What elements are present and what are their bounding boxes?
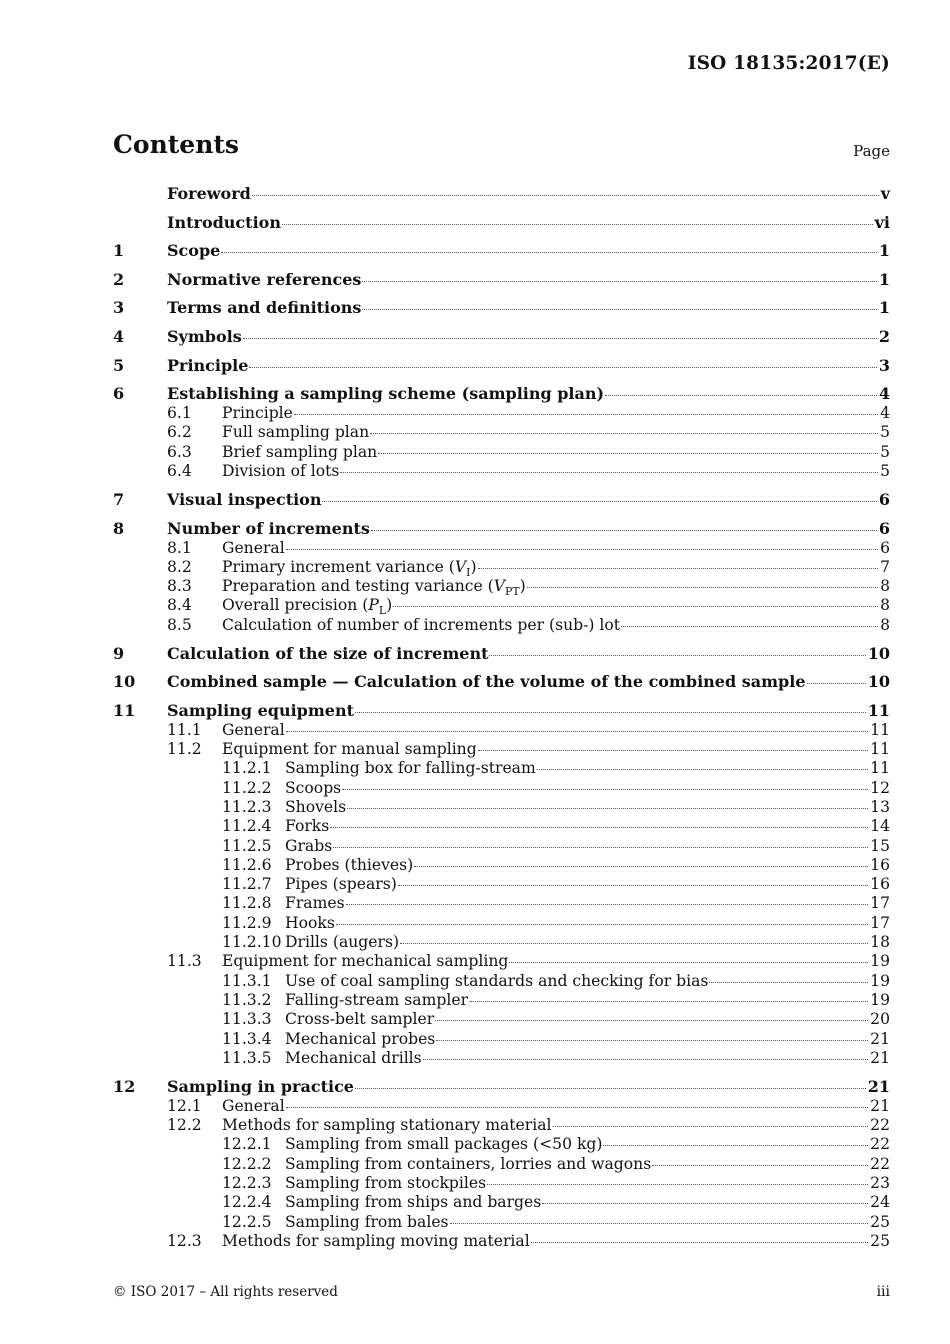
toc-entry-number: 11.2.8	[222, 894, 272, 913]
toc-dot-leader	[330, 827, 868, 828]
toc-entry-page: 17	[870, 894, 890, 913]
toc-entry-title: Use of coal sampling standards and checking for bias	[285, 971, 709, 990]
toc-entry-title: Establishing a sampling scheme (sampling plan)	[167, 384, 605, 404]
toc-entry-title: Principle	[167, 355, 249, 375]
toc-entry-title: General	[222, 538, 285, 557]
toc-entry-title: Scope	[167, 241, 221, 261]
toc-entry[interactable]	[113, 1116, 890, 1135]
toc-entry[interactable]	[113, 423, 890, 442]
toc-entry[interactable]	[113, 817, 890, 836]
toc-entry-title: Falling-stream sampler	[285, 990, 469, 1009]
toc-entry-number: 6.4	[167, 462, 192, 481]
toc-entry-page: 6	[880, 538, 890, 557]
toc-entry[interactable]	[113, 1049, 890, 1068]
toc-entry-title-text: Overall precision (P	[222, 596, 379, 615]
toc-entry-page: 10	[867, 643, 890, 663]
toc-entry-number: 12.2.3	[222, 1173, 272, 1192]
toc-entry-page: 22	[870, 1135, 890, 1154]
toc-dot-leader	[398, 885, 868, 886]
toc-entry-number: 11.3.5	[222, 1048, 272, 1067]
toc-entry-number: 11.3.1	[222, 971, 272, 990]
toc-entry-number: 8.2	[167, 557, 192, 576]
toc-entry-page: 5	[880, 423, 890, 442]
toc-entry[interactable]	[113, 798, 890, 817]
toc-entry-page: 7	[880, 557, 890, 576]
toc-dot-leader	[450, 1223, 869, 1224]
toc-entry-page: 21	[870, 1096, 890, 1115]
toc-entry-page: 23	[870, 1173, 890, 1192]
toc-dot-leader	[435, 1020, 868, 1021]
toc-entry-number: 9	[113, 643, 125, 663]
toc-entry-title: Hooks	[285, 913, 335, 932]
toc-entry-title: Methods for sampling moving material	[222, 1231, 530, 1250]
toc-dot-leader	[346, 904, 869, 905]
toc-entry[interactable]	[113, 672, 890, 692]
toc-entry-title: Calculation of the size of increment	[167, 643, 489, 663]
toc-entry-number: 6.3	[167, 442, 192, 461]
toc-dot-leader	[355, 1088, 866, 1089]
toc-dot-leader	[336, 924, 868, 925]
toc-entry-page: 3	[878, 355, 890, 375]
toc-dot-leader	[527, 587, 878, 588]
toc-entry[interactable]	[113, 721, 890, 740]
toc-entry-title: Forks	[285, 817, 330, 836]
toc-dot-leader	[282, 224, 873, 225]
toc-entry-page: 22	[870, 1116, 890, 1135]
toc-dot-leader	[469, 1001, 868, 1002]
toc-entry-number: 11.2.1	[222, 759, 272, 778]
toc-entry-number: 11.2	[167, 740, 202, 759]
toc-dot-leader	[378, 453, 878, 454]
toc-entry-title: Sampling in practice	[167, 1076, 354, 1096]
toc-entry-title: Methods for sampling stationary material	[222, 1116, 552, 1135]
toc-entry-number: 8.4	[167, 596, 192, 615]
toc-dot-leader	[621, 626, 878, 627]
toc-entry[interactable]	[113, 1010, 890, 1029]
toc-dot-leader	[347, 808, 868, 809]
toc-entry-title: Sampling equipment	[167, 700, 354, 720]
toc-entry-title: Brief sampling plan	[222, 442, 378, 461]
toc-entry-page: 25	[870, 1231, 890, 1250]
toc-entry-number: 3	[113, 298, 125, 318]
toc-entry-number: 7	[113, 489, 125, 509]
toc-dot-leader	[487, 1184, 868, 1185]
toc-entry-title: Introduction	[167, 212, 281, 232]
toc-entry-page: 18	[870, 933, 890, 952]
toc-entry-title: Scoops	[285, 778, 342, 797]
toc-entry-page: 6	[878, 518, 890, 538]
toc-entry[interactable]	[113, 933, 890, 952]
toc-entry-title-suffix: )	[519, 577, 526, 596]
toc-entry-page: 5	[880, 442, 890, 461]
toc-entry[interactable]	[113, 1174, 890, 1193]
toc-entry-page: 4	[880, 404, 890, 423]
toc-entry-title: Combined sample — Calculation of the volume of the combined sample	[167, 672, 806, 692]
toc-dot-leader	[322, 501, 876, 502]
toc-entry-page: 15	[870, 836, 890, 855]
toc-entry-title: Probes (thieves)	[285, 855, 414, 874]
toc-entry-number: 8	[113, 518, 125, 538]
toc-entry-number: 5	[113, 355, 125, 375]
toc-dot-leader	[605, 395, 877, 396]
toc-entry-title: Sampling box for falling-stream	[285, 759, 536, 778]
toc-entry-title: Foreword	[167, 184, 251, 203]
toc-entry-page: 19	[870, 971, 890, 990]
toc-entry-number: 8.5	[167, 615, 192, 634]
toc-entry-title: Terms and definitions	[167, 298, 362, 318]
toc-entry-page: 20	[870, 1010, 890, 1029]
toc-entry-number: 11.2.10	[222, 933, 282, 952]
toc-entry[interactable]	[113, 644, 890, 664]
toc-entry-number: 12.2.4	[222, 1193, 272, 1212]
toc-entry-page: 5	[880, 462, 890, 481]
toc-entry-title: Shovels	[285, 797, 347, 816]
toc-dot-leader	[537, 769, 868, 770]
toc-dot-leader	[371, 530, 877, 531]
toc-entry-title: Equipment for manual sampling	[222, 740, 477, 759]
toc-entry[interactable]	[113, 1097, 890, 1116]
toc-entry-page: 1	[878, 298, 890, 318]
toc-entry-page: 1	[878, 269, 890, 289]
toc-entry-title: Visual inspection	[167, 489, 322, 509]
toc-entry[interactable]	[113, 596, 890, 618]
toc-dot-leader	[423, 1059, 868, 1060]
toc-entry-title: Sampling from containers, lorries and wagons	[285, 1154, 652, 1173]
toc-dot-leader	[489, 655, 865, 656]
toc-entry[interactable]	[113, 972, 890, 991]
toc-entry-number: 12	[113, 1076, 136, 1096]
toc-dot-leader	[340, 472, 878, 473]
toc-entry-title: Normative references	[167, 269, 362, 289]
toc-entry-title: General	[222, 1096, 285, 1115]
toc-entry-title-subscript: PT	[505, 585, 520, 599]
toc-entry-page: 19	[870, 990, 890, 1009]
toc-entry-title-text: Preparation and testing variance (V	[222, 577, 506, 596]
toc-dot-leader	[478, 568, 879, 569]
toc-entry[interactable]	[113, 1213, 890, 1232]
toc-entry-title: Full sampling plan	[222, 423, 370, 442]
toc-entry-page: 19	[870, 952, 890, 971]
toc-entry-number: 11.1	[167, 720, 202, 739]
toc-entry[interactable]	[113, 404, 890, 423]
toc-entry-number: 11.2.5	[222, 836, 272, 855]
toc-entry-page: 13	[870, 797, 890, 816]
toc-entry[interactable]	[113, 952, 890, 971]
toc-dot-leader	[393, 606, 878, 607]
toc-entry-number: 11.2.7	[222, 875, 272, 894]
toc-entry-page: 16	[870, 855, 890, 874]
toc-entry-number: 11	[113, 700, 136, 720]
toc-entry-number: 12.2.1	[222, 1135, 272, 1154]
toc-entry-page: 11	[870, 759, 890, 778]
toc-dot-leader	[542, 1203, 868, 1204]
toc-entry[interactable]	[113, 740, 890, 759]
toc-dot-leader	[286, 731, 868, 732]
toc-entry-title: Pipes (spears)	[285, 875, 397, 894]
toc-entry[interactable]	[113, 779, 890, 798]
toc-entry-number: 11.2.6	[222, 855, 272, 874]
toc-entry-page: 6	[878, 489, 890, 509]
toc-dot-leader	[709, 982, 868, 983]
toc-entry-title: Mechanical probes	[285, 1029, 436, 1048]
toc-dot-leader	[509, 962, 868, 963]
toc-dot-leader	[531, 1242, 868, 1243]
toc-dot-leader	[333, 847, 868, 848]
toc-dot-leader	[286, 1107, 868, 1108]
toc-entry-page: 21	[870, 1029, 890, 1048]
toc-entry-number: 11.3	[167, 952, 202, 971]
table-of-contents	[113, 184, 890, 1251]
toc-entry-page: 11	[870, 720, 890, 739]
toc-entry-page: vi	[874, 212, 890, 232]
toc-entry[interactable]	[113, 914, 890, 933]
toc-entry-title: Grabs	[285, 836, 333, 855]
toc-entry-page: 21	[867, 1076, 890, 1096]
toc-entry-number: 6.1	[167, 404, 192, 423]
toc-entry[interactable]	[113, 1135, 890, 1154]
toc-entry[interactable]	[113, 184, 890, 204]
toc-entry[interactable]	[113, 577, 890, 599]
toc-entry-number: 12.2.5	[222, 1212, 272, 1231]
toc-entry[interactable]	[113, 894, 890, 913]
toc-dot-leader	[603, 1145, 868, 1146]
toc-entry-page: 4	[878, 384, 890, 404]
toc-entry[interactable]	[113, 701, 890, 721]
toc-dot-leader	[652, 1165, 868, 1166]
toc-dot-leader	[436, 1040, 868, 1041]
toc-dot-leader	[243, 338, 877, 339]
toc-entry-number: 12.1	[167, 1096, 202, 1115]
toc-entry-title: Sampling from stockpiles	[285, 1173, 487, 1192]
toc-entry[interactable]	[113, 241, 890, 261]
toc-entry[interactable]	[113, 384, 890, 404]
toc-entry-page: 14	[870, 817, 890, 836]
toc-dot-leader	[362, 309, 876, 310]
toc-entry-page: 24	[870, 1193, 890, 1212]
toc-entry-number: 4	[113, 326, 125, 346]
toc-entry[interactable]	[113, 1232, 890, 1251]
toc-entry-title-suffix: )	[386, 596, 393, 615]
toc-entry-number: 12.2	[167, 1116, 202, 1135]
toc-dot-leader	[252, 195, 879, 196]
toc-entry-title: Division of lots	[222, 462, 340, 481]
toc-dot-leader	[342, 789, 868, 790]
toc-entry-page: 1	[878, 241, 890, 261]
toc-entry-title: Calculation of number of increments per (sub-) lot	[222, 615, 621, 634]
toc-entry[interactable]	[113, 213, 890, 233]
toc-entry-number: 12.3	[167, 1231, 202, 1250]
toc-entry-page: 2	[878, 326, 890, 346]
toc-entry-number: 11.2.9	[222, 913, 272, 932]
toc-entry-page: 8	[880, 615, 890, 634]
toc-entry[interactable]	[113, 875, 890, 894]
toc-entry-title-subscript: L	[378, 604, 387, 618]
toc-entry-page: v	[880, 184, 890, 203]
toc-entry[interactable]	[113, 558, 890, 577]
toc-entry[interactable]	[113, 759, 890, 778]
page-column-label: Page	[853, 142, 890, 160]
toc-entry[interactable]	[113, 462, 890, 481]
toc-dot-leader	[414, 866, 868, 867]
toc-dot-leader	[370, 433, 878, 434]
toc-entry-title: Equipment for mechanical sampling	[222, 952, 509, 971]
toc-entry-title: Principle	[222, 404, 293, 423]
toc-entry[interactable]	[113, 443, 890, 462]
toc-dot-leader	[553, 1126, 869, 1127]
toc-dot-leader	[807, 683, 866, 684]
toc-entry-page: 25	[870, 1212, 890, 1231]
toc-entry[interactable]	[113, 856, 890, 875]
toc-entry-page: 8	[880, 596, 890, 615]
toc-entry-number: 11.3.4	[222, 1029, 272, 1048]
toc-dot-leader	[400, 943, 868, 944]
toc-entry-title-suffix: )	[470, 557, 477, 576]
toc-entry-number: 6	[113, 384, 125, 404]
toc-entry-title: Sampling from ships and barges	[285, 1193, 542, 1212]
toc-entry-number: 8.3	[167, 577, 192, 596]
toc-entry-page: 8	[880, 577, 890, 596]
toc-entry-number: 11.2.2	[222, 778, 272, 797]
toc-entry[interactable]	[113, 837, 890, 856]
toc-entry-page: 17	[870, 913, 890, 932]
toc-entry[interactable]	[113, 616, 890, 635]
toc-entry[interactable]	[113, 1155, 890, 1174]
toc-entry[interactable]	[113, 327, 890, 347]
toc-entry-number: 11.2.4	[222, 817, 272, 836]
toc-entry-page: 22	[870, 1154, 890, 1173]
toc-entry-title: General	[222, 720, 285, 739]
toc-entry-number: 11.3.3	[222, 1010, 272, 1029]
toc-entry-number: 2	[113, 269, 125, 289]
toc-entry-title: Drills (augers)	[285, 933, 400, 952]
page-title: Contents	[113, 130, 240, 159]
toc-entry-page: 10	[867, 672, 890, 692]
toc-entry[interactable]	[113, 519, 890, 539]
toc-entry-number: 11.2.3	[222, 797, 272, 816]
toc-entry-number: 12.2.2	[222, 1154, 272, 1173]
toc-dot-leader	[478, 750, 868, 751]
toc-entry-title-text: Primary increment variance (V	[222, 557, 467, 576]
toc-entry-page: 11	[870, 740, 890, 759]
toc-dot-leader	[294, 414, 878, 415]
toc-entry[interactable]	[113, 991, 890, 1010]
toc-dot-leader	[362, 281, 876, 282]
toc-entry[interactable]	[113, 356, 890, 376]
toc-entry-number: 8.1	[167, 538, 192, 557]
footer-copyright: © ISO 2017 – All rights reserved	[113, 1284, 338, 1300]
toc-entry-number: 6.2	[167, 423, 192, 442]
toc-entry-title: Number of increments	[167, 518, 370, 538]
toc-entry[interactable]	[113, 490, 890, 510]
toc-entry[interactable]	[113, 539, 890, 558]
toc-entry-page: 11	[867, 700, 890, 720]
toc-entry-page: 16	[870, 875, 890, 894]
toc-entry[interactable]	[113, 1030, 890, 1049]
toc-entry-title: Sampling from small packages (<50 kg)	[285, 1135, 603, 1154]
toc-entry-title-subscript: I	[466, 565, 471, 579]
toc-dot-leader	[221, 252, 877, 253]
toc-entry-number: 10	[113, 672, 136, 692]
toc-entry[interactable]	[113, 1077, 890, 1097]
footer-page-number: iii	[876, 1284, 890, 1300]
toc-dot-leader	[355, 712, 866, 713]
toc-entry[interactable]	[113, 270, 890, 290]
toc-entry-page: 21	[870, 1048, 890, 1067]
toc-entry-title: Frames	[285, 894, 345, 913]
toc-dot-leader	[249, 367, 876, 368]
toc-entry-title: Cross-belt sampler	[285, 1010, 435, 1029]
toc-dot-leader	[286, 549, 878, 550]
toc-entry-title: Symbols	[167, 326, 242, 346]
toc-entry[interactable]	[113, 1193, 890, 1212]
toc-entry-page: 12	[870, 778, 890, 797]
document-code: ISO 18135:2017(E)	[687, 53, 890, 74]
toc-entry-title: Mechanical drills	[285, 1048, 422, 1067]
toc-entry[interactable]	[113, 298, 890, 318]
toc-entry-number: 11.3.2	[222, 990, 272, 1009]
toc-entry-number: 1	[113, 241, 125, 261]
toc-entry-title: Sampling from bales	[285, 1212, 449, 1231]
